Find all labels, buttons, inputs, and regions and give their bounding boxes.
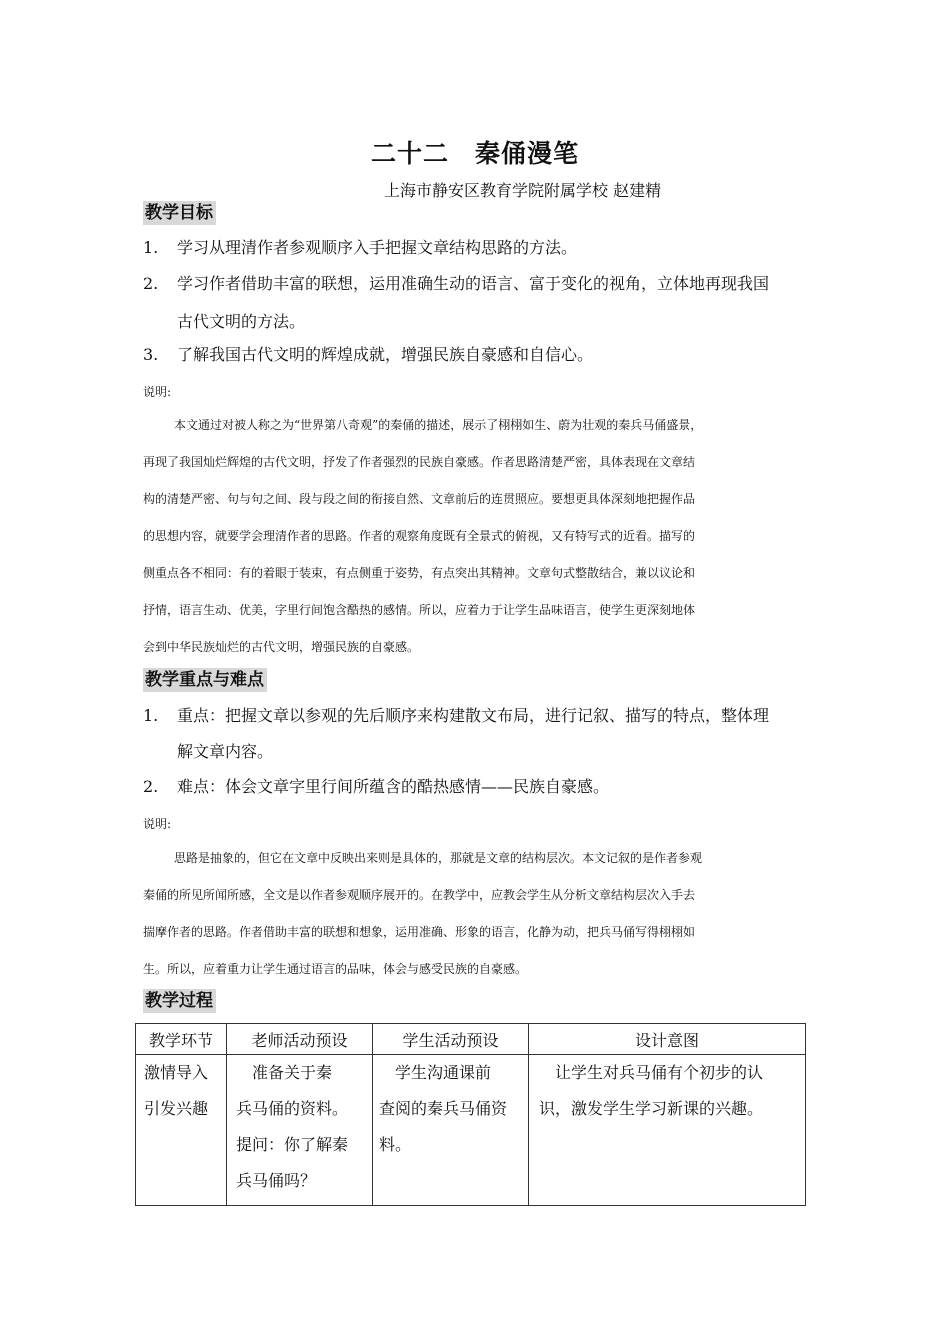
goal-text-continuation: 古代文明的方法。 [177, 312, 306, 331]
table-cell-intent [529, 1055, 806, 1206]
note-line: 思路是抽象的，但它在文章中反映出来则是具体的，那就是文章的结构层次。本文记叙的是作者参观 [174, 851, 703, 865]
cell-line: 料。 [379, 1135, 412, 1154]
goal-number: 1. [143, 238, 159, 257]
keypoint-text: 重点：把握文章以参观的先后顺序来构建散文布局，进行记叙、描写的特点，整体理 [177, 706, 770, 725]
section-heading-goals: 教学目标 [143, 201, 216, 225]
goal-text: 了解我国古代文明的辉煌成就，增强民族自豪感和自信心。 [177, 345, 594, 364]
note-line: 的思想内容，就要学会理清作者的思路。作者的观察角度既有全景式的俯视，又有特写式的近看。描写的 [143, 529, 696, 543]
note-line: 抒情，语言生动、优美，字里行间饱含酷热的感情。所以，应着力于让学生品味语言，使学生更深刻地体 [143, 603, 696, 617]
cell-line: 提问：你了解秦 [236, 1135, 349, 1154]
table-header-cell: 学生活动预设 [373, 1024, 529, 1055]
table-row [136, 1055, 806, 1206]
goal-text: 学习作者借助丰富的联想，运用准确生动的语言、富于变化的视角，立体地再现我国 [177, 274, 770, 293]
keypoint-number: 1. [143, 706, 159, 725]
table-cell-student [373, 1055, 529, 1206]
note-line: 揣摩作者的思路。作者借助丰富的联想和想象，运用准确、形象的语言，化静为动，把兵马俑写得栩栩如 [143, 925, 696, 939]
cell-line: 准备关于秦 [236, 1063, 333, 1082]
goal-number: 2. [143, 274, 159, 293]
cell-line: 让学生对兵马俑有个初步的认 [539, 1063, 764, 1082]
note-label: 说明: [143, 385, 172, 399]
note-label: 说明: [143, 817, 172, 831]
note-line: 秦俑的所见所闻所感，全文是以作者参观顺序展开的。在教学中，应教会学生从分析文章结构层次入手去 [143, 888, 696, 902]
table-cell-teacher [227, 1055, 373, 1206]
keypoint-text: 难点：体会文章字里行间所蕴含的酷热感情——民族自豪感。 [177, 777, 610, 796]
note-line: 生。所以，应着重力让学生通过语言的品味，体会与感受民族的自豪感。 [143, 962, 528, 976]
note-line: 会到中华民族灿烂的古代文明，增强民族的自豪感。 [143, 640, 420, 654]
section-heading-keypoints: 教学重点与难点 [143, 668, 267, 692]
table-header-cell: 老师活动预设 [227, 1024, 373, 1055]
cell-line: 引发兴趣 [144, 1099, 209, 1118]
note-line: 本文通过对被人称之为“世界第八奇观”的秦俑的描述，展示了栩栩如生、蔚为壮观的秦兵马俑盛景， [174, 418, 703, 432]
note-line: 再现了我国灿烂辉煌的古代文明，抒发了作者强烈的民族自豪感。作者思路清楚严密，具体表现在文章结 [143, 455, 696, 469]
table-header-cell: 设计意图 [529, 1024, 806, 1055]
cell-line: 兵马俑的资料。 [236, 1099, 349, 1118]
keypoint-number: 2. [143, 777, 159, 796]
page-title: 二十二 秦俑漫笔 [370, 139, 579, 168]
table-cell-stage [136, 1055, 227, 1206]
cell-line: 识，激发学生学习新课的兴趣。 [539, 1099, 764, 1118]
table-header-cell: 教学环节 [136, 1024, 227, 1055]
author-line: 上海市静安区教育学院附属学校 赵建精 [384, 181, 662, 200]
table-header-row [136, 1024, 806, 1055]
cell-line: 激情导入 [144, 1063, 209, 1082]
keypoint-text-continuation: 解文章内容。 [177, 742, 274, 761]
cell-line: 学生沟通课前 [379, 1063, 492, 1082]
cell-line: 查阅的秦兵马俑资 [379, 1099, 508, 1118]
note-line: 构的清楚严密、句与句之间、段与段之间的衔接自然、文章前后的连贯照应。要想更具体深刻地把握作品 [143, 492, 696, 506]
section-heading-process: 教学过程 [143, 989, 216, 1013]
goal-text: 学习从理清作者参观顺序入手把握文章结构思路的方法。 [177, 238, 578, 257]
note-line: 侧重点各不相同：有的着眼于装束，有点侧重于姿势，有点突出其精神。文章句式整散结合，兼以议论和 [143, 566, 696, 580]
process-table [135, 1023, 806, 1206]
goal-number: 3. [143, 345, 159, 364]
cell-line: 兵马俑吗？ [236, 1171, 317, 1190]
